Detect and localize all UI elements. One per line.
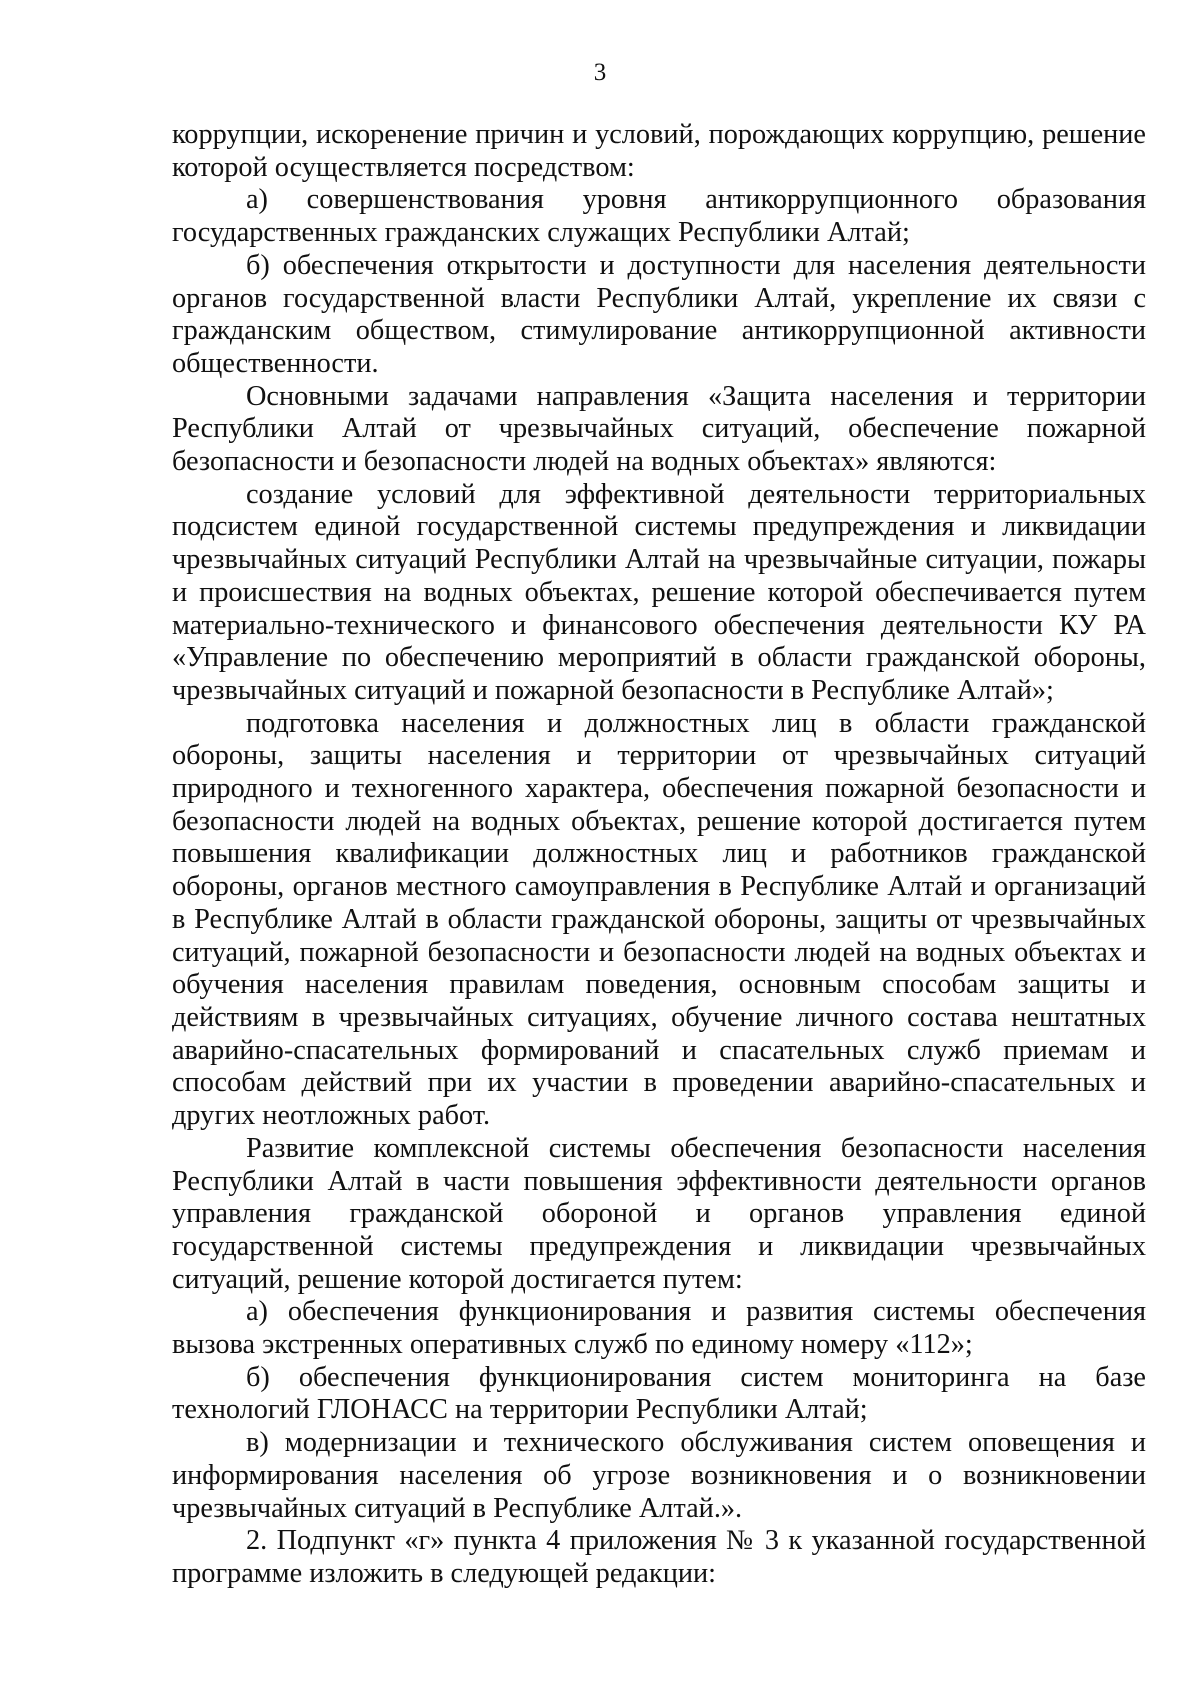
paragraph: б) обеспечения функционирования систем мониторинга на базе технологий ГЛОНАСС на территории Республики Алтай; (172, 1361, 1146, 1426)
paragraph: 2. Подпункт «г» пункта 4 приложения № 3 к указанной государственной программе изложить в следующей редакции: (172, 1525, 1146, 1589)
document-body (172, 119, 1146, 1591)
paragraph: создание условий для эффективной деятельности территориальных подсистем единой государственной системы предупреждения и ликвидации чрезвычайных ситуаций Республики Алтай на чрезвычайные ситуации, пожары и происшествия на водных объектах, решение которой обеспечивается путем материально-технического и финансового обеспечения деятельности КУ РА «Управление по обеспечению мероприятий в области гражданской обороны, чрезвычайных ситуаций и пожарной безопасности в Республике Алтай»; (172, 478, 1146, 706)
paragraph: Развитие комплексной системы обеспечения безопасности населения Республики Алтай в части повышения эффективности деятельности органов управления гражданской обороной и органов управления единой государственной системы предупреждения и ликвидации чрезвычайных ситуаций, решение которой достигается путем: (172, 1132, 1146, 1295)
paragraph: коррупции, искоренение причин и условий, порождающих коррупцию, решение которой осуществляется посредством: (172, 119, 1146, 183)
paragraph: а) совершенствования уровня антикоррупционного образования государственных гражданских служащих Республики Алтай; (172, 184, 1146, 249)
paragraph: Основными задачами направления «Защита населения и территории Республики Алтай от чрезвычайных ситуаций, обеспечение пожарной безопасности и безопасности людей на водных объектах» являются: (172, 380, 1146, 478)
page-number: 3 (593, 59, 607, 86)
paragraph: в) модернизации и технического обслуживания систем оповещения и информирования населения об угрозе возникновения и о возникновении чрезвычайных ситуаций в Республике Алтай.». (172, 1427, 1146, 1524)
paragraph: подготовка населения и должностных лиц в области гражданской обороны, защиты населения и территории от чрезвычайных ситуаций природного и техногенного характера, обеспечения пожарной безопасности и безопасности людей на водных объектах, решение которой достигается путем повышения квалификации должностных лиц и работников гражданской обороны, органов местного самоуправления в Республике Алтай и организаций в Республике Алтай в области гражданской обороны, защиты от чрезвычайных ситуаций, пожарной безопасности и безопасности людей на водных объектах и обучения населения правилам поведения, основным способам защиты и действиям в чрезвычайных ситуациях, обучение личного состава нештатных аварийно-спасательных формирований и спасательных служб приемам и способам действий при их участии в проведении аварийно-спасательных и других неотложных работ. (172, 707, 1146, 1132)
paragraph: а) обеспечения функционирования и развития системы обеспечения вызова экстренных оперативных служб по единому номеру «112»; (172, 1296, 1146, 1361)
paragraph: б) обеспечения открытости и доступности для населения деятельности органов государственной власти Республики Алтай, укрепление их связи с гражданским обществом, стимулирование антикоррупционной активности общественности. (172, 249, 1146, 379)
